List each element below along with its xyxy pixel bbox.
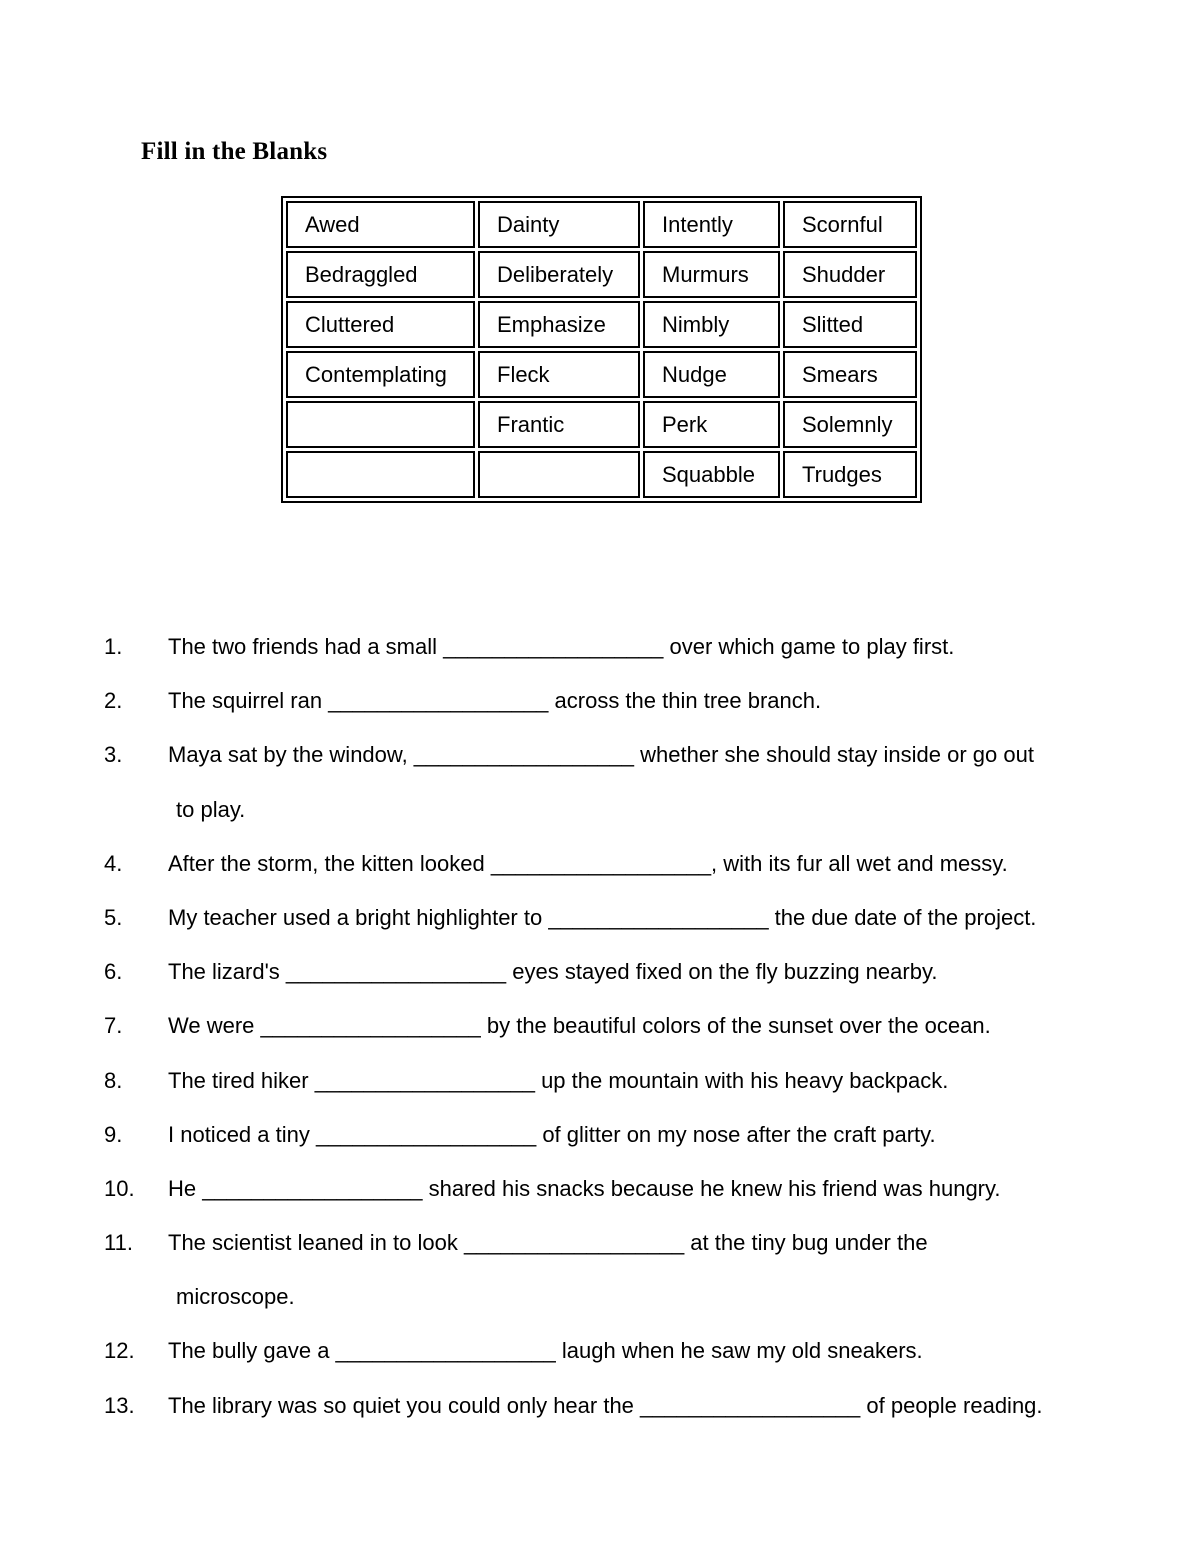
question-item [104,1324,1164,1378]
question-number: 1. [104,634,123,659]
word-bank-row [286,451,917,498]
question-number: 8. [104,1067,123,1093]
word-bank-cell: Scornful [783,201,917,248]
word-bank-cell-empty [478,451,640,498]
question-text: The lizard's __________________ eyes stayed fixed on the fly buzzing nearby. [168,959,938,985]
question-text: The two friends had a small __________________ over which game to play first. [168,634,955,659]
word-bank-cell: Murmurs [643,251,780,298]
question-item [104,1379,1164,1433]
word-bank-cell-empty [286,451,475,498]
question-number: 7. [104,1013,123,1039]
page-title: Fill in the Blanks [141,138,328,165]
word-bank-cell: Deliberately [478,251,640,298]
question-item [104,1054,1164,1108]
question-number: 6. [104,959,123,985]
question-number: 12. [104,1338,135,1364]
word-bank-cell: Awed [286,201,475,248]
question-text: The squirrel ran __________________ across the thin tree branch. [168,688,822,714]
word-bank-row [286,301,917,348]
word-bank-cell: Nudge [643,351,780,398]
word-bank-cell: Shudder [783,251,917,298]
question-text-continued: microscope. [176,1284,295,1310]
question-text: The tired hiker __________________ up the mountain with his heavy backpack. [168,1067,949,1093]
question-number: 4. [104,850,123,876]
question-number: 11. [104,1230,133,1256]
word-bank-cell: Nimbly [643,301,780,348]
word-bank-cell: Slitted [783,301,917,348]
word-bank-cell: Dainty [478,201,640,248]
word-bank-cell: Solemnly [783,401,917,448]
question-item [104,945,1164,999]
word-bank-row [286,251,917,298]
word-bank-cell: Squabble [643,451,780,498]
word-bank-cell: Perk [643,401,780,448]
word-bank-cell: Frantic [478,401,640,448]
question-item [104,1216,1164,1324]
word-bank-cell: Smears [783,351,917,398]
word-bank-cell: Bedraggled [286,251,475,298]
question-text: He __________________ shared his snacks because he knew his friend was hungry. [168,1175,1001,1201]
word-bank-cell: Emphasize [478,301,640,348]
question-text: My teacher used a bright highlighter to __________________ the due date of the project. [168,904,1037,930]
word-bank-row [286,201,917,248]
word-bank-table [281,196,922,503]
question-item [104,999,1164,1053]
question-text: Maya sat by the window, __________________ whether she should stay inside or go out [168,742,1034,768]
question-item [104,837,1164,891]
question-text: The bully gave a __________________ laugh when he saw my old sneakers. [168,1338,923,1364]
question-number: 2. [104,688,123,714]
question-text: After the storm, the kitten looked __________________, with its fur all wet and messy. [168,850,1008,876]
word-bank-cell: Trudges [783,451,917,498]
word-bank-cell: Cluttered [286,301,475,348]
question-list [104,620,1164,1433]
question-item [104,674,1164,728]
question-number: 9. [104,1121,123,1147]
word-bank-cell: Fleck [478,351,640,398]
question-number: 10. [104,1175,135,1201]
question-number: 3. [104,742,123,768]
question-item [104,1162,1164,1216]
question-number: 13. [104,1392,135,1418]
question-text: The library was so quiet you could only hear the __________________ of people reading. [168,1392,1043,1418]
question-item [104,1108,1164,1162]
question-text-continued: to play. [176,796,246,822]
question-text: The scientist leaned in to look __________________ at the tiny bug under the [168,1230,928,1256]
word-bank-cell: Contemplating [286,351,475,398]
question-item [104,728,1164,836]
question-item [104,620,1164,674]
word-bank-row [286,401,917,448]
word-bank-cell: Intently [643,201,780,248]
question-item [104,891,1164,945]
word-bank-cell-empty [286,401,475,448]
question-number: 5. [104,904,123,930]
word-bank-row [286,351,917,398]
question-text: I noticed a tiny __________________ of glitter on my nose after the craft party. [168,1121,936,1147]
question-text: We were __________________ by the beautiful colors of the sunset over the ocean. [168,1013,991,1039]
